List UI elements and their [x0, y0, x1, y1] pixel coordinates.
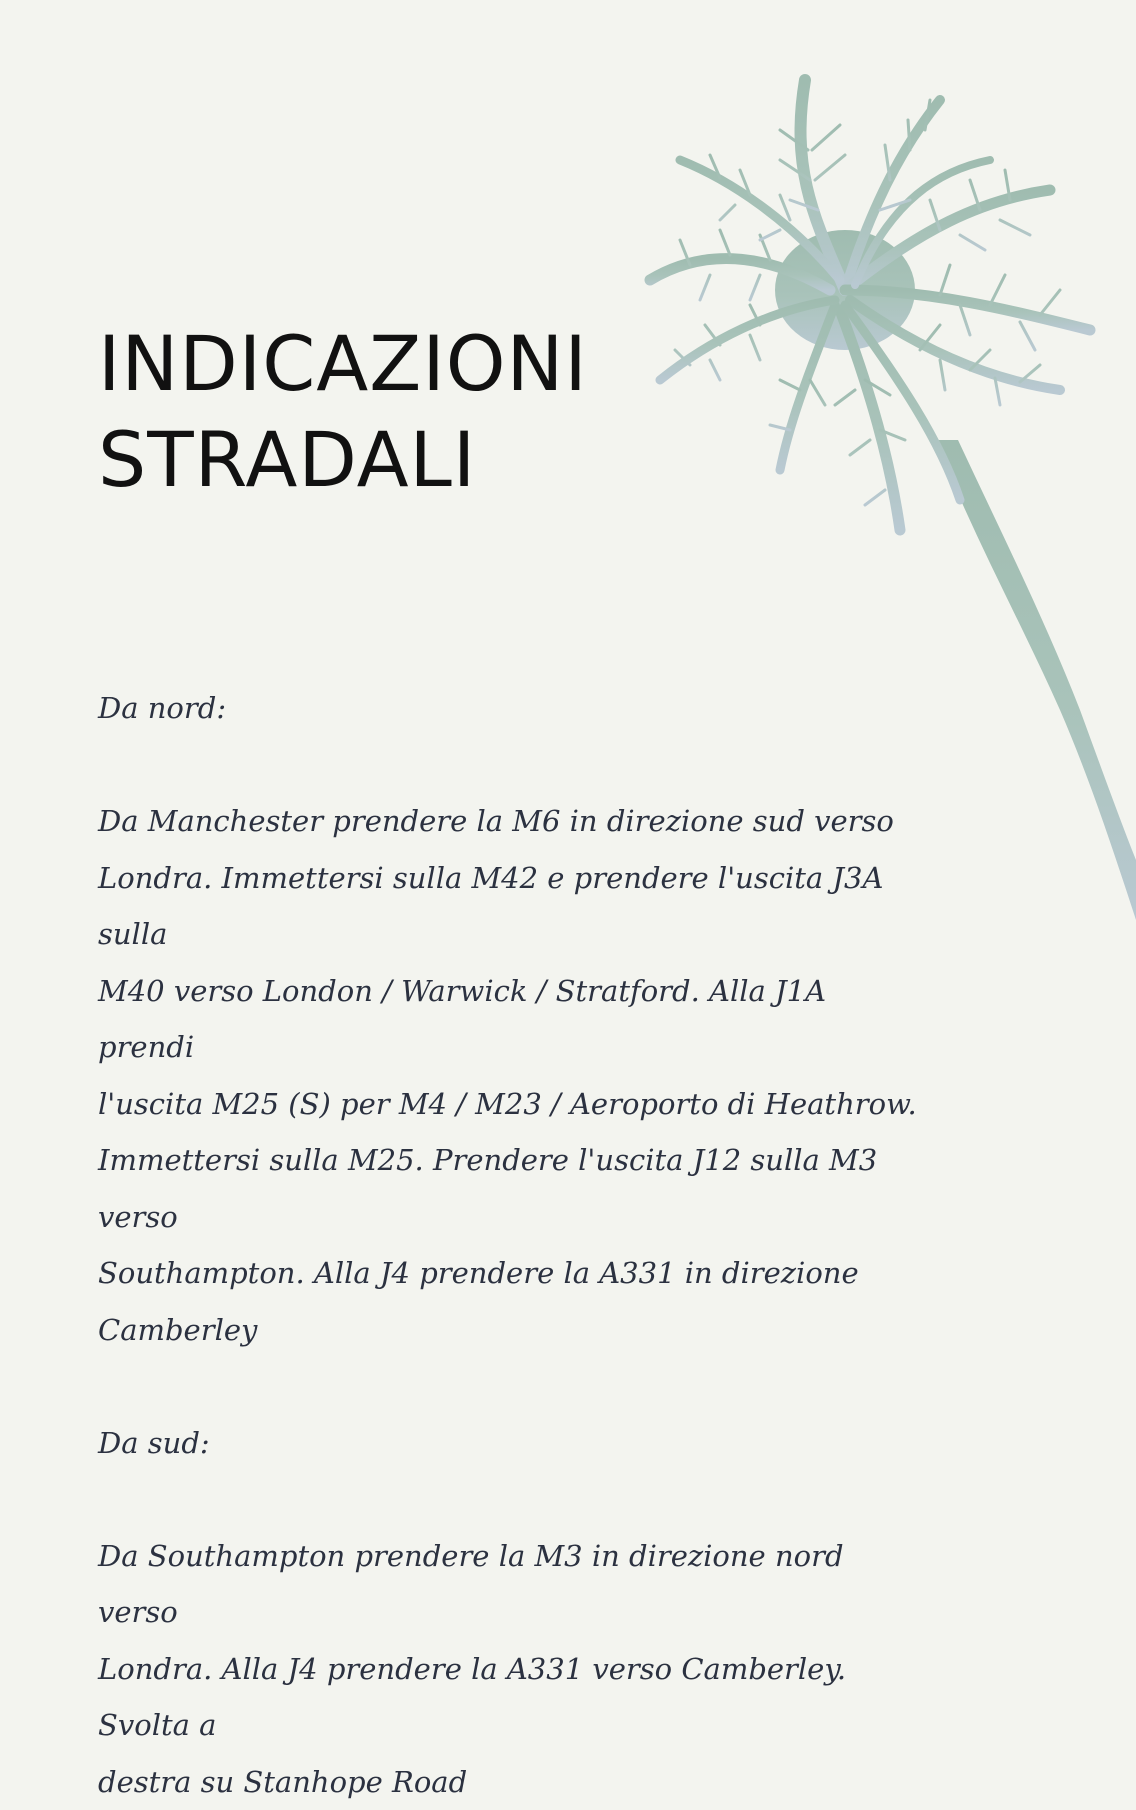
directions-text [98, 680, 918, 1810]
title-line-2: STRADALI [98, 412, 588, 508]
south-line: Da Southampton prendere la M3 in direzione nord verso [98, 1528, 918, 1641]
south-line: Londra. Alla J4 prendere la A331 verso Camberley. Svolta a [98, 1641, 918, 1754]
page-title [98, 316, 588, 508]
north-line: Immettersi sulla M25. Prendere l'uscita J12 sulla M3 verso [98, 1132, 918, 1245]
north-line: l'uscita M25 (S) per M4 / M23 / Aeroporto di Heathrow. [98, 1076, 918, 1133]
north-line: Da Manchester prendere la M6 in direzione sud verso [98, 793, 918, 850]
title-line-1: INDICAZIONI [98, 316, 588, 412]
north-line: M40 verso London / Warwick / Stratford. Alla J1A prendi [98, 963, 918, 1076]
north-line: Southampton. Alla J4 prendere la A331 in direzione [98, 1245, 918, 1302]
south-line: destra su Stanhope Road [98, 1754, 918, 1810]
north-line: Londra. Immettersi sulla M42 e prendere l'uscita J3A sulla [98, 850, 918, 963]
section-heading-north: Da nord: [98, 680, 918, 737]
north-line: Camberley [98, 1302, 918, 1359]
section-heading-south: Da sud: [98, 1415, 918, 1472]
